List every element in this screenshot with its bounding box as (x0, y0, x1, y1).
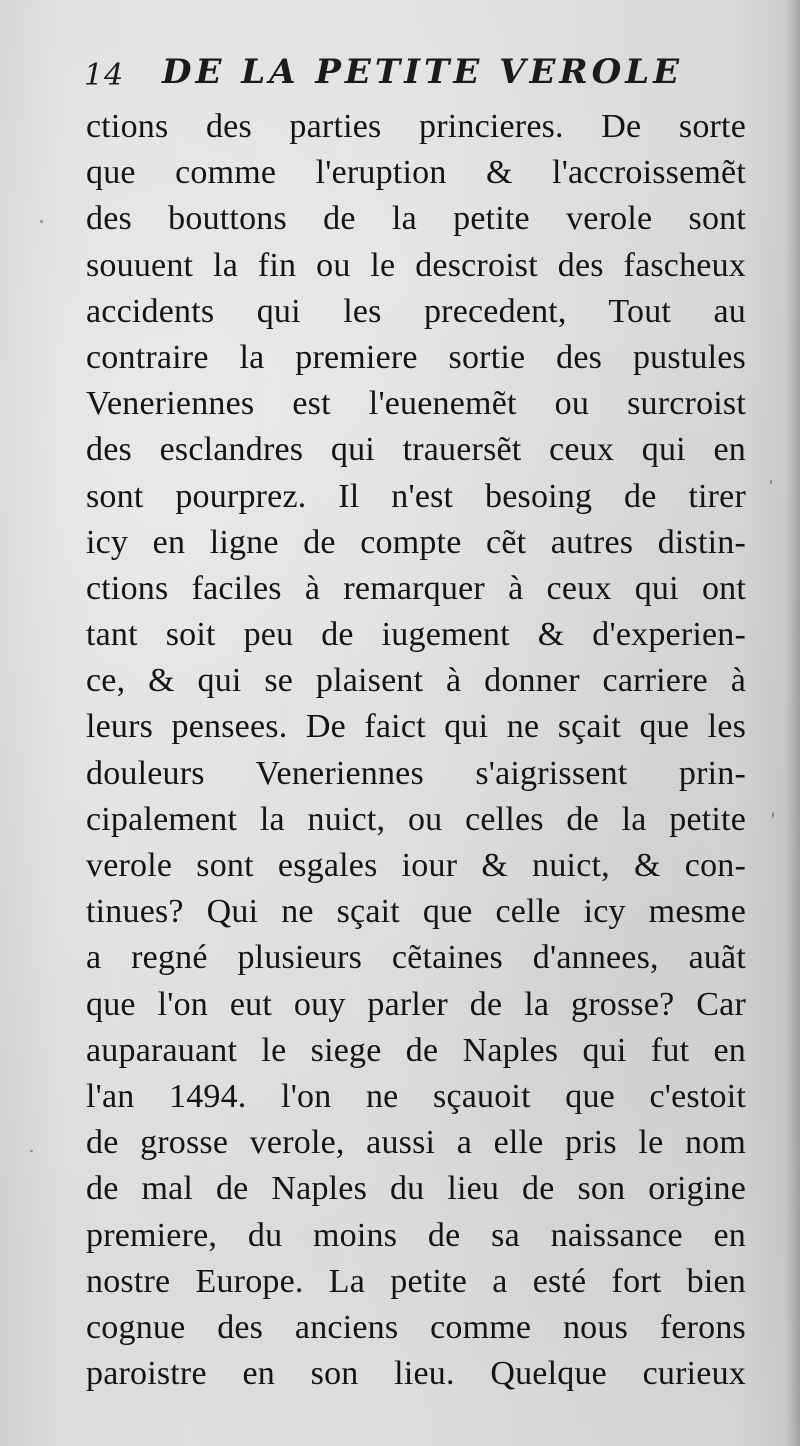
text-line: leurs pensees. De faict qui ne sçait que les (86, 708, 746, 746)
text-line: icy en ligne de compte cẽt autres distin- (86, 523, 746, 561)
text-line: nostre Europe. La petite a esté fort bien (86, 1262, 746, 1300)
text-line: que comme l'eruption & l'accroissemẽt (86, 154, 746, 192)
text-line: de mal de Naples du lieu de son origine (86, 1170, 746, 1208)
body-text (86, 104, 746, 1397)
paper-speck (40, 220, 43, 223)
text-line: l'an 1494. l'on ne sçauoit que c'estoit (86, 1077, 746, 1115)
text-line: paroistre en son lieu. Quelque curieux (86, 1355, 746, 1393)
text-line: premiere, du moins de sa naissance en (86, 1216, 746, 1254)
text-line: ctions faciles à remarquer à ceux qui ont (86, 569, 746, 607)
text-line: sont pourprez. Il n'est besoing de tirer (86, 477, 746, 515)
text-line: verole sont esgales iour & nuict, & con- (86, 847, 746, 884)
page-number: 14 (84, 58, 125, 93)
paper-speck (772, 812, 774, 818)
text-line: cipalement la nuict, ou celles de la petite (86, 800, 746, 838)
text-line: des bouttons de la petite verole sont (86, 200, 746, 238)
text-line: des esclandres qui trauersẽt ceux qui en (86, 431, 746, 469)
paper-speck (30, 1150, 33, 1152)
text-line: tinues? Qui ne sçait que celle icy mesme (86, 893, 746, 931)
page-header (84, 52, 684, 100)
text-line: souuent la fin ou le descroist des fascheux (86, 246, 746, 284)
page-edge-shadow (786, 0, 800, 1446)
text-line: ctions des parties princieres. De sorte (86, 108, 746, 145)
text-line: Veneriennes est l'euenemẽt ou surcroist (86, 385, 746, 423)
text-line: accidents qui les precedent, Tout au (86, 292, 746, 330)
text-line: ce, & qui se plaisent à donner carriere à (86, 662, 746, 700)
text-line: cognue des anciens comme nous ferons (86, 1308, 746, 1346)
text-line: de grosse verole, aussi a elle pris le nom (86, 1124, 746, 1162)
text-line: auparauant le siege de Naples qui fut en (86, 1031, 746, 1069)
paper-speck (770, 480, 772, 484)
text-line: que l'on eut ouy parler de la grosse? Car (86, 985, 746, 1023)
text-line: douleurs Veneriennes s'aigrissent prin- (86, 754, 746, 792)
text-line: a regné plusieurs cẽtaines d'annees, auãt (86, 939, 746, 977)
text-line: contraire la premiere sortie des pustules (86, 338, 746, 376)
text-line: tant soit peu de iugement & d'experien- (86, 616, 746, 654)
running-title: DE LA PETITE VEROLE (162, 52, 684, 92)
